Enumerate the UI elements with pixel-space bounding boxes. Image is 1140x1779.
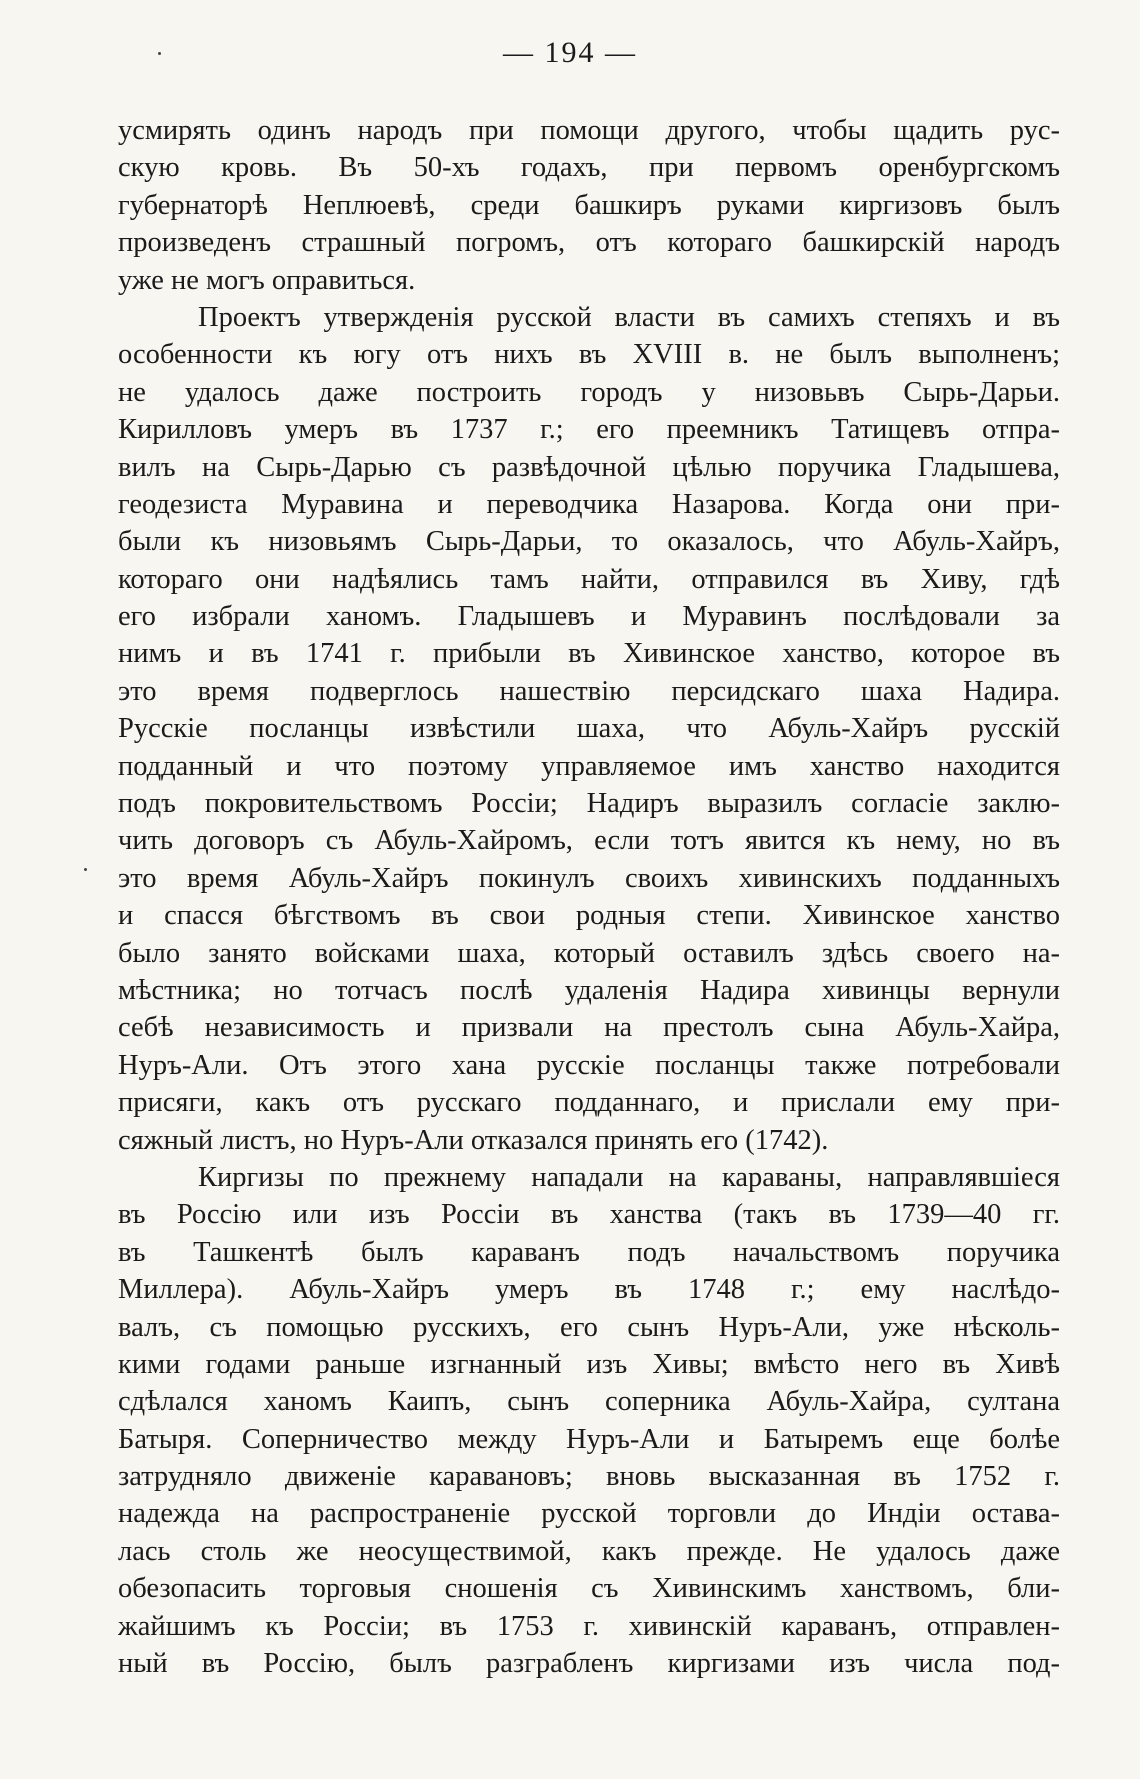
text-line: валъ, съ помощью русскихъ, его сынъ Нуръ-Али, уже нѣсколь- <box>118 1311 1060 1343</box>
text-line: себѣ независимость и призвали на престолъ сына Абуль-Хайра, <box>118 1012 1060 1044</box>
text-line: чить договоръ съ Абуль-Хайромъ, если тотъ явится къ нему, но въ <box>118 825 1060 857</box>
text-line: мѣстника; но тотчасъ послѣ удаленія Надира хивинцы вернули <box>118 974 1060 1006</box>
text-line: надежда на распространеніе русской торговли до Индіи остава- <box>118 1498 1060 1530</box>
text-line: сяжный листъ, но Нуръ-Али отказался принять его (1742). <box>118 1124 829 1156</box>
text-line: произведенъ страшный погромъ, отъ котораго башкирскій народъ <box>118 227 1060 259</box>
text-line: губернаторѣ Неплюевѣ, среди башкиръ руками киргизовъ былъ <box>118 189 1060 221</box>
text-line: его избрали ханомъ. Гладышевъ и Муравинъ послѣдовали за <box>118 601 1060 633</box>
speck-mark <box>158 52 161 55</box>
text-line: уже не могъ оправиться. <box>118 264 416 296</box>
text-line: Проектъ утвержденія русской власти въ самихъ степяхъ и въ <box>198 301 1060 333</box>
text-line: жайшимъ къ Россіи; въ 1753 г. хивинскій караванъ, отправлен- <box>118 1610 1060 1642</box>
text-line: затрудняло движеніе каравановъ; вновь высказанная въ 1752 г. <box>118 1461 1060 1493</box>
text-line: подданный и что поэтому управляемое имъ ханство находится <box>118 750 1060 782</box>
text-line: было занято войсками шаха, который оставилъ здѣсь своего на- <box>118 937 1060 969</box>
text-line: лась столь же неосуществимой, какъ прежде. Не удалось даже <box>118 1535 1060 1567</box>
text-line: скую кровь. Въ 50-хъ годахъ, при первомъ оренбургскомъ <box>118 152 1060 184</box>
text-line: кими годами раньше изгнанный изъ Хивы; вмѣсто него въ Хивѣ <box>118 1348 1060 1380</box>
text-line: обезопасить торговыя сношенія съ Хивинскимъ ханствомъ, бли- <box>118 1573 1060 1605</box>
text-line: и спасся бѣгствомъ въ свои родныя степи. Хивинское ханство <box>118 900 1060 932</box>
text-line: подъ покровительствомъ Россіи; Надиръ выразилъ согласіе заклю- <box>118 788 1060 820</box>
text-line: сдѣлался ханомъ Каипъ, сынъ соперника Абуль-Хайра, султана <box>118 1386 1060 1418</box>
text-line: это время подверглось нашествію персидскаго шаха Надира. <box>118 675 1060 707</box>
text-line: Кирилловъ умеръ въ 1737 г.; его преемникъ Татищевъ отпра- <box>118 414 1060 446</box>
text-line: не удалось даже построить городъ у низовьвъ Сырь-Дарьи. <box>118 376 1060 408</box>
text-line: въ Ташкентѣ былъ караванъ подъ начальствомъ поручика <box>118 1236 1060 1268</box>
text-line: геодезиста Муравина и переводчика Назарова. Когда они при- <box>118 488 1060 520</box>
text-line: Миллера). Абуль-Хайръ умеръ въ 1748 г.; ему наслѣдо- <box>118 1274 1060 1306</box>
text-line: ный въ Россію, былъ разграбленъ киргизами изъ числа под- <box>118 1648 1060 1680</box>
text-line: Русскіе посланцы извѣстили шаха, что Абуль-Хайръ русскій <box>118 713 1060 745</box>
text-line: Нуръ-Али. Отъ этого хана русскіе посланцы также потребовали <box>118 1049 1060 1081</box>
text-line: были къ низовьямъ Сырь-Дарьи, то оказалось, что Абуль-Хайръ, <box>118 526 1060 558</box>
body-text <box>118 112 1060 1682</box>
text-line: котораго они надѣялись тамъ найти, отправился въ Хиву, гдѣ <box>118 563 1060 595</box>
speck-mark <box>84 868 87 871</box>
text-line: въ Россію или изъ Россіи въ ханства (такъ въ 1739—40 гг. <box>118 1199 1060 1231</box>
page-number: — 194 — <box>503 36 637 69</box>
text-line: присяги, какъ отъ русскаго подданнаго, и прислали ему при- <box>118 1087 1060 1119</box>
text-line: вилъ на Сырь-Дарью съ развѣдочной цѣлью поручика Гладышева, <box>118 451 1060 483</box>
text-line: усмирять одинъ народъ при помощи другого, чтобы щадить рус- <box>118 115 1060 146</box>
text-line: нимъ и въ 1741 г. прибыли въ Хивинское ханство, которое въ <box>118 638 1060 670</box>
text-line: это время Абуль-Хайръ покинулъ своихъ хивинскихъ подданныхъ <box>118 862 1060 894</box>
text-line: Батыря. Соперничество между Нуръ-Али и Батыремъ еще болѣе <box>118 1423 1060 1455</box>
text-line: особенности къ югу отъ нихъ въ XVIII в. не былъ выполненъ; <box>118 339 1060 371</box>
text-line: Киргизы по прежнему нападали на караваны, направлявшіеся <box>198 1161 1060 1193</box>
